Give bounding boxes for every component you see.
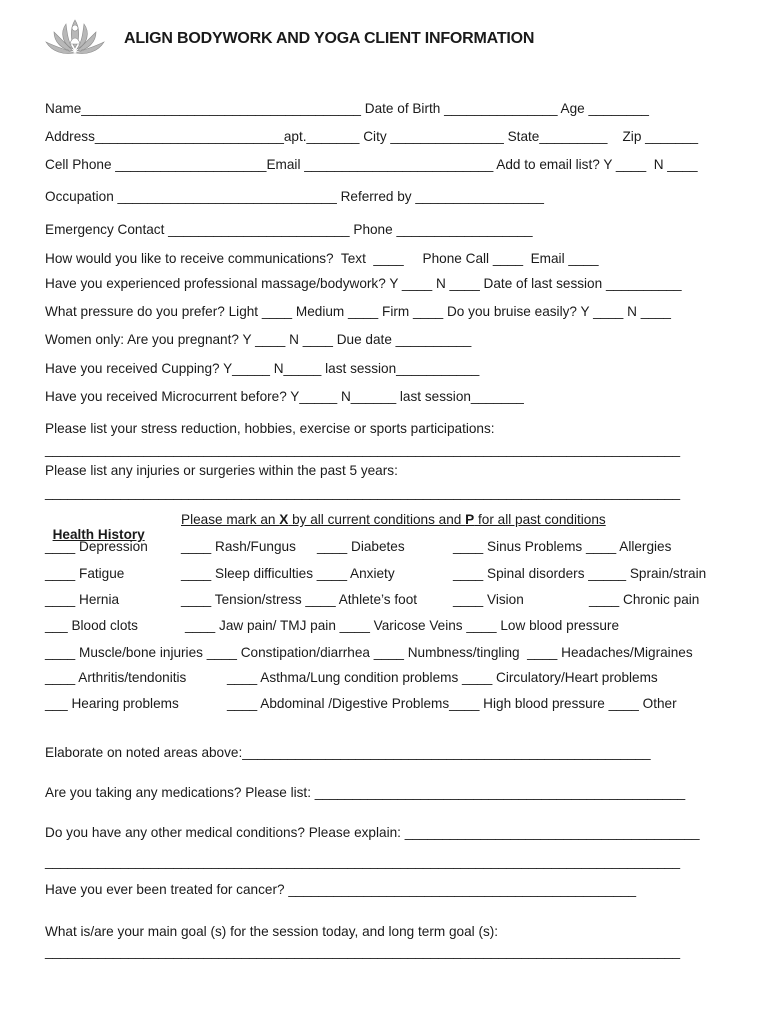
goals-answer-line[interactable]: ____________________________________________________________________________________ (45, 944, 681, 959)
goals-prompt: What is/are your main goal (s) for the session today, and long term goal (s): (45, 924, 499, 939)
condition-rash-fungus[interactable]: ____ Rash/Fungus (181, 539, 296, 554)
medications-line[interactable]: Are you taking any medications? Please list: _________________________________________________ (45, 785, 686, 800)
pregnancy-line[interactable]: Women only: Are you pregnant? Y ____ N ____ Due date __________ (45, 332, 472, 347)
injuries-answer-line[interactable]: ____________________________________________________________________________________ (45, 485, 681, 500)
microcurrent-line[interactable]: Have you received Microcurrent before? Y_____ N______ last session_______ (45, 389, 524, 404)
health-history-instruction: Please mark an X by all current conditions and P for all past conditions (181, 512, 606, 527)
hobbies-prompt: Please list your stress reduction, hobbies, exercise or sports participations: (45, 421, 495, 436)
condition-abdominal-highbp-other[interactable]: ____ Abdominal /Digestive Problems____ High blood pressure ____ Other (227, 696, 677, 711)
condition-sleep-anxiety[interactable]: ____ Sleep difficulties ____ Anxiety (181, 566, 395, 581)
communication-preference-line[interactable]: How would you like to receive communications? Text ____ Phone Call ____ Email ____ (45, 251, 599, 266)
condition-fatigue[interactable]: ____ Fatigue (45, 566, 125, 581)
health-history-heading: Health History (52, 527, 145, 542)
medical-conditions-line[interactable]: Do you have any other medical conditions? Please explain: _______________________________________ (45, 825, 700, 840)
condition-arthritis[interactable]: ____ Arthritis/tendonitis (45, 670, 187, 685)
elaborate-line[interactable]: Elaborate on noted areas above:______________________________________________________ (45, 745, 651, 760)
occupation-referral-line[interactable]: Occupation _____________________________ Referred by _________________ (45, 189, 544, 204)
condition-asthma-circulatory[interactable]: ____ Asthma/Lung condition problems ____ Circulatory/Heart problems (227, 670, 658, 685)
condition-jaw-varicose-lowbp[interactable]: ____ Jaw pain/ TMJ pain ____ Varicose Veins ____ Low blood pressure (185, 618, 620, 633)
condition-hernia[interactable]: ____ Hernia (45, 592, 120, 607)
cupping-line[interactable]: Have you received Cupping? Y_____ N_____ last session___________ (45, 361, 480, 376)
emergency-contact-line[interactable]: Emergency Contact ________________________ Phone __________________ (45, 222, 533, 237)
condition-muscle-constipation-numbness-headaches[interactable]: ____ Muscle/bone injuries ____ Constipation/diarrhea ____ Numbness/tingling ____ Headaches/Migraines (45, 645, 693, 660)
condition-hearing[interactable]: ___ Hearing problems (45, 696, 179, 711)
condition-blood-clots[interactable]: ___ Blood clots (45, 618, 138, 633)
phone-email-line[interactable]: Cell Phone ____________________Email _________________________ Add to email list? Y ____ N ____ (45, 157, 698, 172)
condition-sinus-allergies[interactable]: ____ Sinus Problems ____ Allergies (453, 539, 672, 554)
address-line[interactable]: Address_________________________apt._______ City _______________ State_________ Zip _______ (45, 129, 699, 144)
condition-vision[interactable]: ____ Vision (453, 592, 524, 607)
lotus-logo-icon (44, 14, 106, 60)
condition-depression[interactable]: ____ Depression (45, 539, 148, 554)
name-dob-age-line[interactable]: Name_____________________________________ Date of Birth _______________ Age ________ (45, 101, 649, 116)
condition-diabetes[interactable]: ____ Diabetes (317, 539, 405, 554)
hobbies-answer-line[interactable]: ____________________________________________________________________________________ (45, 442, 681, 457)
medical-conditions-answer-line[interactable]: ____________________________________________________________________________________ (45, 854, 681, 869)
condition-spinal-sprain[interactable]: ____ Spinal disorders _____ Sprain/strain (453, 566, 707, 581)
condition-chronic-pain[interactable]: ____ Chronic pain (589, 592, 700, 607)
condition-tension-athletes-foot[interactable]: ____ Tension/stress ____ Athlete’s foot (181, 592, 418, 607)
injuries-prompt: Please list any injuries or surgeries within the past 5 years: (45, 463, 398, 478)
form-title: ALIGN BODYWORK AND YOGA CLIENT INFORMATION (124, 30, 535, 47)
cancer-line[interactable]: Have you ever been treated for cancer? ______________________________________________ (45, 882, 637, 897)
pressure-preference-line[interactable]: What pressure do you prefer? Light ____ Medium ____ Firm ____ Do you bruise easily? Y ____ N ____ (45, 304, 671, 319)
massage-experience-line[interactable]: Have you experienced professional massage/bodywork? Y ____ N ____ Date of last session __________ (45, 276, 682, 291)
